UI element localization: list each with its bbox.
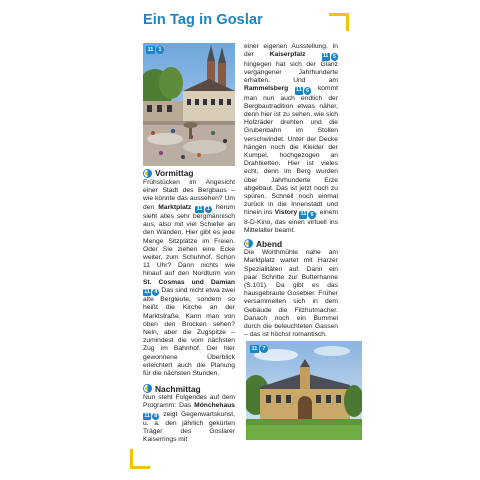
morning-sun-icon (143, 169, 152, 178)
photo-kaiserpfalz (246, 341, 362, 440)
corner-mark-bottom-left-vertical (130, 449, 133, 469)
kaiserpfalz-ref-badge: 11 5 (322, 53, 338, 60)
vormittag-paragraph: Frühstücken im Angesicht einer Stadt des Bergbaus – wie könnte das aussehen? Um den Marktplatz 11 1 herum sieht alles sehr bergmännisch aus, also mit viel Schiefer an den Wänden. Hier gibt es jede Menge Sitzplätze im Freien. Oder Sie ziehen eine Ecke weiter, zum Schuhhof. Schon 11 Uhr? Dann nichts wie hinauf auf den Nordturm von St. Cosmas und Damian 11 4 Das sind nicht etwa zwei alte Bergleute, sondern so heißt die Kirche an der Marktstraße. Kann man von oben den Brocken sehen? Nein, aber die Zugspitze – zumindest die vom nächsten Zug im Bahnhof. Der hier gewonnene Überblick erleichtert auch die Planung für die nächsten Stunden. (143, 179, 236, 378)
vistory-ref-badge: 11 6 (299, 211, 315, 218)
nachmittag-paragraph: Nun steht Folgendes auf dem Programm: Das Mönchehaus 11 8 zeigt Gegenwartskunst, u. a. den jährlich gekürten Träger des Goslarer Kaiserrings mit (143, 394, 235, 444)
abend-paragraph: Die Worthmühle nahe am Marktplatz wartet mit Harzer Spezialitäten auf. Dann ein paar Schritte zur Butterhanne (S.101). Da gibt es das hausgebraute Gosebier. Früher versammelten sich in dem Gebäude die Filzhutmacher. Danach noch ein Bummel durch die beleuchteten Gassen – das ist höchst romantisch. (244, 249, 338, 339)
church-ref-badge: 11 4 (143, 289, 159, 296)
evening-moon-icon (244, 239, 253, 248)
corner-mark-top-right-vertical (346, 13, 349, 31)
marktplatz-ref-badge: 11 1 (195, 206, 211, 213)
corner-mark-bottom-left (130, 466, 150, 469)
photo-top-badge: 11 1 (146, 46, 164, 54)
photo-marktplatz (143, 43, 235, 166)
section-vormittag: Vormittag (143, 169, 235, 178)
section-nachmittag: Nachmittag (143, 384, 235, 393)
right-paragraph-1: einer eigenen Ausstellung. In der Kaiserpfalz 11 5 hingegen hat sich der Glanz vergangener Jahrhunderte erhalten. Und am Rammelsberg 11 6 kommt man nun auch endlich der Bergbautradition etwas näher, denn hier ist zu sehen, wie sich Holzräder drehten und die Grubenbahn im Stollen verschwindet. Unter der Decke hängen noch die Kleider der Kumpel, hochgezogen an Drahtketten. Hier ist vieles echt, denn im Berg wurden über Jahrhunderte Erze abgebaut. Das ist jetzt noch zu spüren. Schnell noch einmal zurück in die Innenstadt und hinein ins Vistory 11 6 , einem 8-D-Kino, das einen virtuell ins Mittelalter beamt. (244, 43, 339, 235)
afternoon-sun-icon (143, 384, 152, 393)
section-abend: Abend (244, 239, 338, 248)
rammelsberg-ref-badge: 11 6 (295, 87, 311, 94)
photo-bottom-badge: 11 7 (250, 345, 268, 353)
left-column (143, 169, 235, 445)
moenchehaus-ref-badge: 11 8 (143, 413, 159, 420)
page-title: Ein Tag in Goslar (143, 12, 263, 28)
right-column (244, 43, 338, 339)
